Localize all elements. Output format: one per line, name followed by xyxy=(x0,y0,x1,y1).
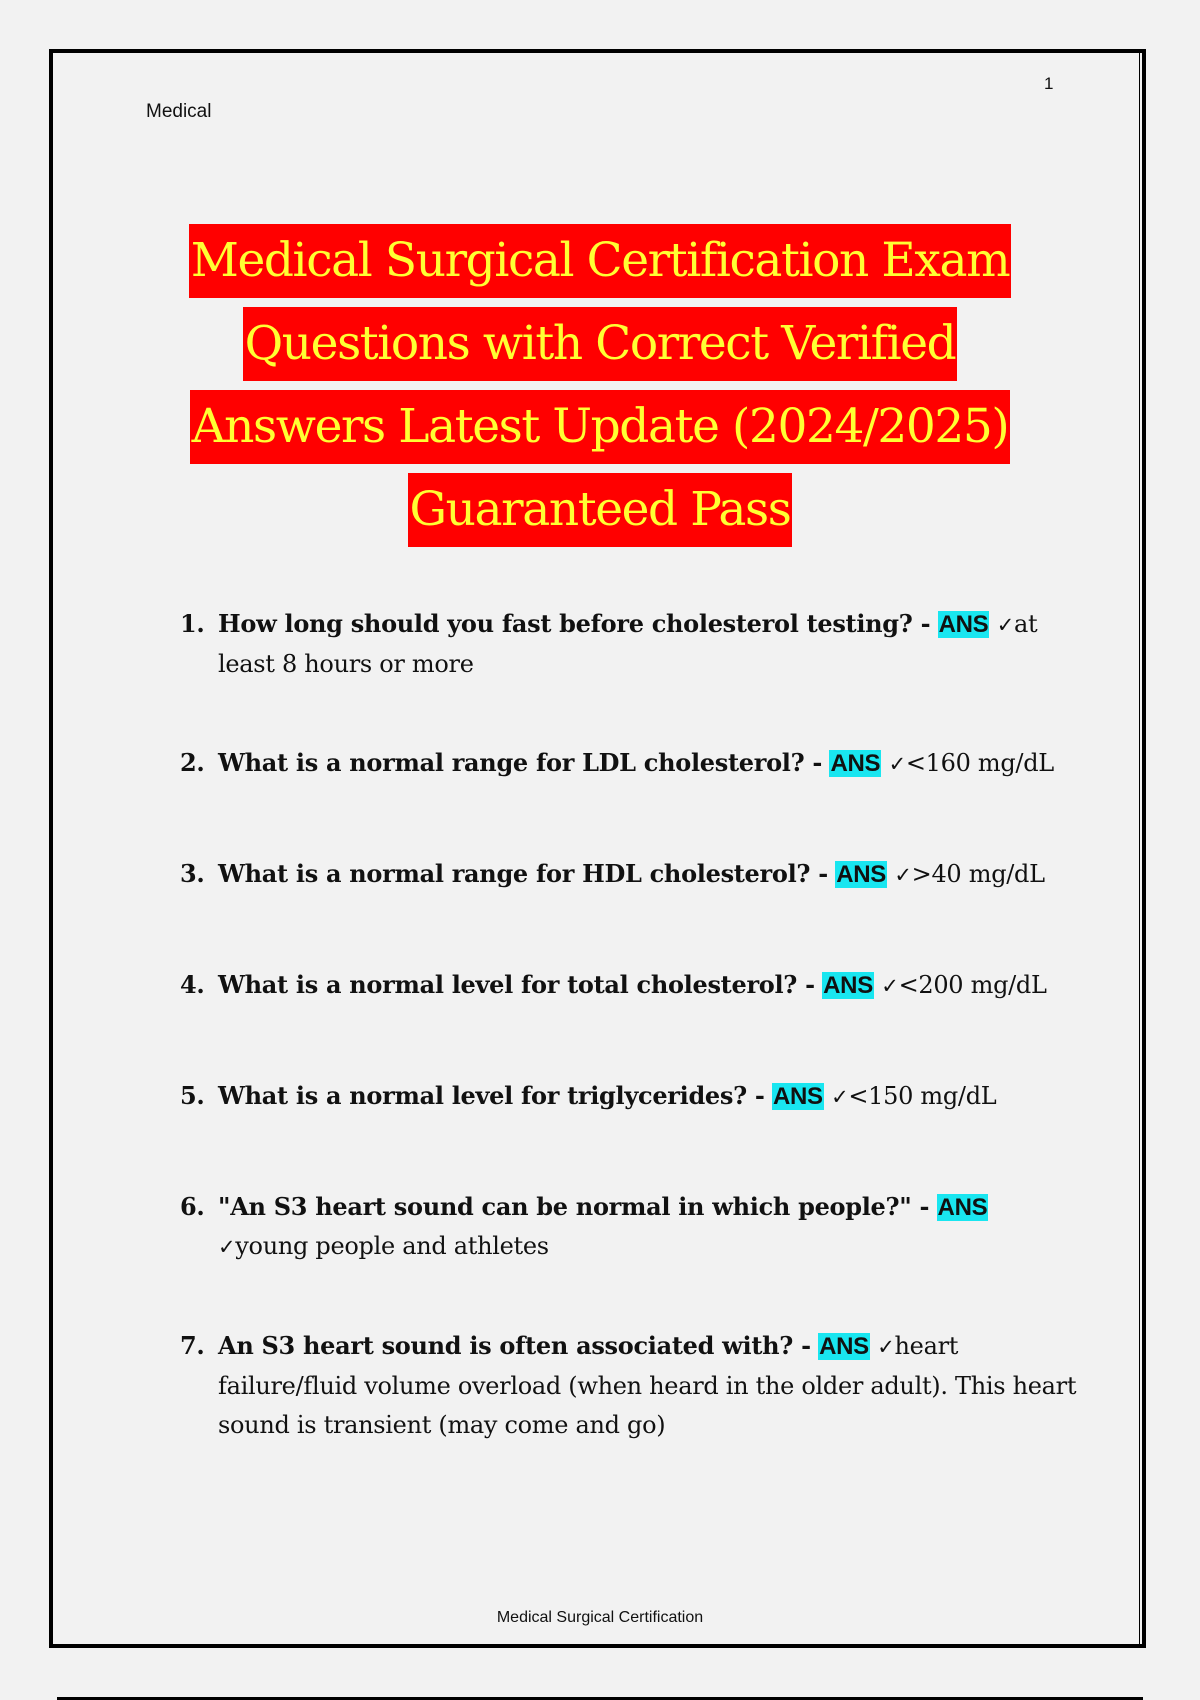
checkmark-icon: ✓ xyxy=(996,613,1015,637)
question-item xyxy=(180,965,1080,1006)
question-item xyxy=(180,743,1080,784)
ans-label: ANS xyxy=(836,861,887,888)
question-number: 1. xyxy=(180,609,205,638)
checkmark-icon: ✓ xyxy=(881,974,899,998)
question-number: 3. xyxy=(180,859,205,888)
answer-text: >40 mg/dL xyxy=(911,860,1045,888)
question-list xyxy=(180,604,1080,1445)
answer-text: heart failure/fluid volume overload (when heard in the older adult). This heart sound is transient (may come and go) xyxy=(218,1332,1077,1439)
question-number: 6. xyxy=(180,1192,205,1221)
ans-label: ANS xyxy=(937,1194,988,1221)
title-line: Medical Surgical Certification Exam xyxy=(189,224,1012,298)
question-number: 4. xyxy=(180,970,205,999)
answer-text: at least 8 hours or more xyxy=(218,610,1038,678)
question-number: 5. xyxy=(180,1081,205,1110)
ans-label: ANS xyxy=(938,611,989,638)
answer-text: <160 mg/dL xyxy=(905,749,1054,777)
ans-label: ANS xyxy=(830,750,881,777)
answer-text: young people and athletes xyxy=(235,1232,549,1260)
title-line: Answers Latest Update (2024/2025) xyxy=(190,390,1011,464)
question-item xyxy=(180,604,1080,684)
question-text: What is a normal level for total cholesterol? - xyxy=(218,970,815,999)
question-item xyxy=(180,854,1080,895)
checkmark-icon: ✓ xyxy=(218,1235,236,1259)
title-line: Guaranteed Pass xyxy=(408,473,793,547)
title-line: Questions with Correct Verified xyxy=(243,307,958,381)
question-text: An S3 heart sound is often associated with? - xyxy=(218,1331,811,1360)
question-text: What is a normal range for HDL cholesterol? - xyxy=(218,859,828,888)
checkmark-icon: ✓ xyxy=(894,863,912,887)
checkmark-icon: ✓ xyxy=(831,1085,849,1109)
question-text: "An S3 heart sound can be normal in which people?" - xyxy=(218,1192,930,1221)
question-text: What is a normal range for LDL cholesterol? - xyxy=(218,748,823,777)
ans-label: ANS xyxy=(772,1083,823,1110)
page-number: 1 xyxy=(1044,74,1054,93)
document-title xyxy=(120,224,1080,556)
question-text: What is a normal level for triglycerides? - xyxy=(218,1081,765,1110)
footer-text: Medical Surgical Certification xyxy=(496,1609,704,1626)
checkmark-icon: ✓ xyxy=(888,752,906,776)
question-item xyxy=(180,1187,1080,1267)
question-item xyxy=(180,1326,1080,1445)
ans-label: ANS xyxy=(819,1333,869,1360)
question-text: How long should you fast before cholesterol testing? - xyxy=(218,609,931,638)
answer-text: <200 mg/dL xyxy=(898,971,1047,999)
answer-text: <150 mg/dL xyxy=(848,1082,997,1110)
question-number: 2. xyxy=(180,748,205,777)
ans-label: ANS xyxy=(823,972,873,999)
question-item xyxy=(180,1076,1080,1117)
question-number: 7. xyxy=(180,1331,205,1360)
header-title: Medical xyxy=(146,101,212,122)
checkmark-icon: ✓ xyxy=(877,1335,895,1359)
